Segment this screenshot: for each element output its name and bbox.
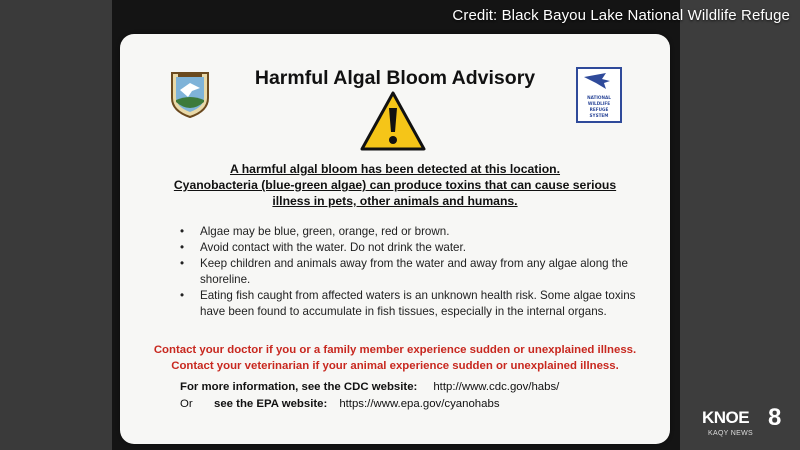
bullet-item: • Keep children and animals away from the water and away from any algae along the shoreline. xyxy=(180,256,640,288)
or-word: Or xyxy=(180,398,193,410)
bullet-item: • Avoid contact with the water. Do not drink the water. xyxy=(180,240,640,256)
lead-line-3: illness in pets, other animals and humans. xyxy=(272,194,518,208)
photo-credit: Credit: Black Bayou Lake National Wildlife Refuge xyxy=(452,7,790,24)
station-name: KNOE xyxy=(702,408,750,427)
bullet-item: • Algae may be blue, green, orange, red or brown. xyxy=(180,224,640,240)
lead-line-1: A harmful algal bloom has been detected at this location. xyxy=(229,162,561,176)
warning-triangle-icon xyxy=(359,90,427,152)
station-logo xyxy=(702,404,794,446)
epa-url: https://www.epa.gov/cyanohabs xyxy=(339,398,500,410)
station-number: 8 xyxy=(768,404,782,431)
background-right xyxy=(680,0,800,450)
svg-text:SYSTEM: SYSTEM xyxy=(589,113,609,118)
advisory-bullets xyxy=(180,224,640,320)
station-sub: KAQY NEWS xyxy=(708,430,753,437)
nwrs-goose-logo-icon xyxy=(576,67,622,123)
epa-label: see the EPA website: xyxy=(214,398,328,410)
cdc-label: For more information, see the CDC website: xyxy=(180,381,418,393)
svg-text:REFUGE: REFUGE xyxy=(589,107,609,112)
background-left xyxy=(0,0,112,450)
veterinarian-warning: Contact your veterinarian if your animal experience sudden or unexplained illness. xyxy=(171,360,619,372)
advisory-title: Harmful Algal Bloom Advisory xyxy=(254,67,536,89)
advisory-sign xyxy=(120,34,670,444)
svg-text:NATIONAL: NATIONAL xyxy=(587,95,611,100)
more-info xyxy=(180,379,559,413)
lead-line-2: Cyanobacteria (blue-green algae) can produce toxins that can cause serious xyxy=(173,178,617,192)
svg-text:WILDLIFE: WILDLIFE xyxy=(587,101,611,106)
bullet-item: • Eating fish caught from affected waters is an unknown health risk. Some algae toxins have been found to accumulate in fish tissues, especially in the internal organs. xyxy=(180,288,640,320)
cdc-url: http://www.cdc.gov/habs/ xyxy=(433,381,560,393)
doctor-warning: Contact your doctor if you or a family member experience sudden or unexplained illness. xyxy=(153,344,637,356)
advisory-lead xyxy=(160,161,630,209)
